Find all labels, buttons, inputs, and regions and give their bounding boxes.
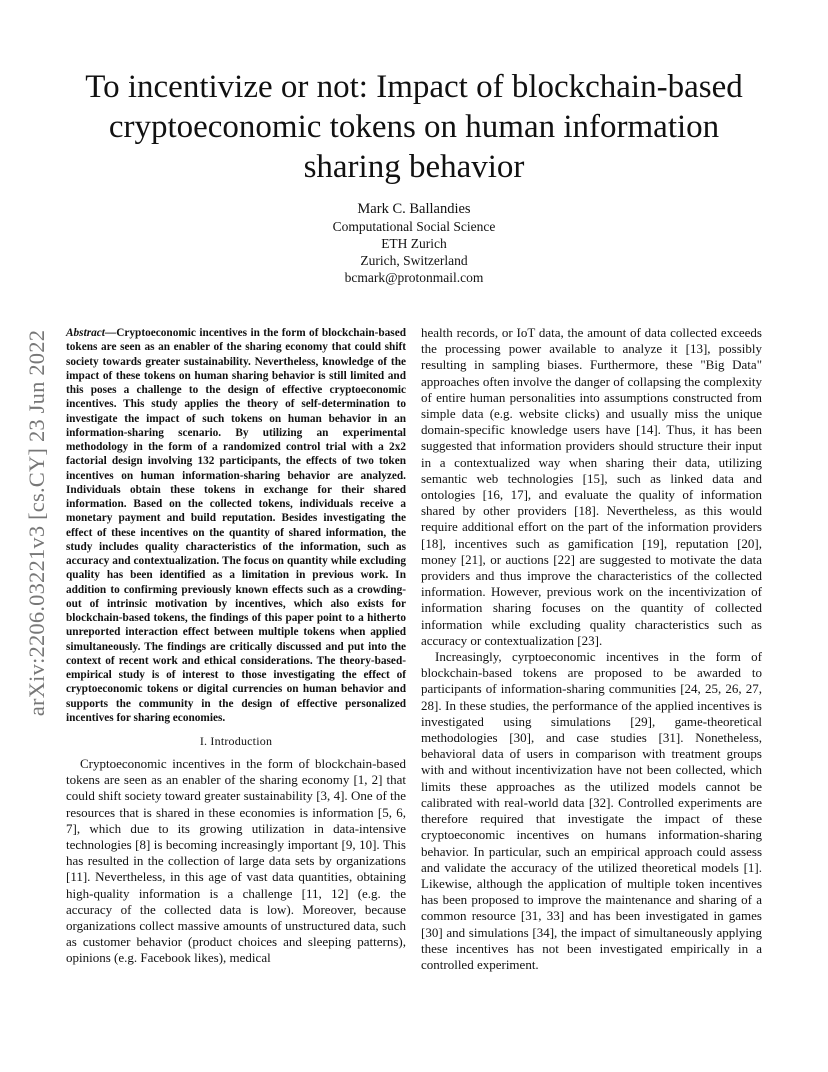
body-paragraph-1: health records, or IoT data, the amount of data collected exceeds the processing power available to analyze it [13], possibly resulting in sampling biases. Furthermore, these "Big Data" approaches often involve the danger of collapsing the complexity of entire human personalities into assumptions constructed from simple data (e.g. website clicks) and usually miss the unique domain-specific knowledge users have [14]. Thus, it has been suggested that information providers should structure their input in a contextualized way when sharing their data, utilizing semantic web technologies [15], such as linked data and ontologies [16, 17], and evaluate the quality of information shared by other providers [18]. Nevertheless, as this would require additional effort on the part of the information providers [18], incentives such as gamification [19], reputation [20], money [21], or auctions [22] are suggested to motivate the data providers and thus improve the characteristics of the collected information. However, previous work on the incentivization of information sharing focuses on the quantity of collected information while excluding quality characteristics such as accuracy or contextualization [23].	[421, 325, 762, 648]
abstract-text: —Cryptoeconomic incentives in the form of blockchain-based tokens are seen as an enabler of the sharing economy that could shift society towards greater sustainability. Nevertheless, knowledge of the impact of these tokens on human sharing behavior is still limited and this poses a challenge to the design of effective cryptoeconomic incentives. This study applies the theory of self-determination to investigate the impact of such tokens on human behavior in an information-sharing scenario. By utilizing an experimental methodology in the form of a randomized control trial with a 2x2 factorial design involving 132 participants, the effects of two token incentives on human information-sharing behavior are analyzed. Individuals obtain these tokens in exchange for their shared information. Based on the collected tokens, individuals receive a monetary payment and build reputation. Besides investigating the effect of these incentives on the quantity of shared information, the study includes quality characteristics of the information, such as accuracy and contextualization. The focus on quantity while excluding quality has been identified as a limitation in previous work. In addition to confirming previously known effects such as a crowding-out of intrinsic motivation by incentives, which also exists for blockchain-based tokens, the findings of this paper point to a hitherto unreported interaction effect between multiple tokens when applied simultaneously. The findings are critically discussed and put into the context of recent work and ethical considerations. The theory-based-empirical study is of interest to those investigating the effect of cryptoeconomic tokens or digital currencies on human behavior and supports the community in the design of effective personalized incentives for sharing economies.	[66, 327, 406, 724]
author-department: Computational Social Science	[332, 219, 496, 234]
arxiv-identifier-text: arXiv:2206.03221v3 [cs.CY] 23 Jun 2022	[24, 329, 49, 717]
author-name: Mark C. Ballandies	[357, 201, 471, 217]
author-location: Zurich, Switzerland	[360, 253, 468, 268]
section-heading-introduction: I. Introduction	[199, 734, 273, 748]
abstract-label: Abstract	[66, 327, 105, 339]
right-column	[421, 325, 762, 973]
arxiv-identifier-stamp	[24, 288, 50, 758]
left-column	[66, 326, 406, 967]
author-email: bcmark@protonmail.com	[344, 270, 484, 285]
author-institution: ETH Zurich	[381, 236, 447, 251]
author-block	[214, 201, 614, 286]
intro-paragraph: Cryptoeconomic incentives in the form of blockchain-based tokens are seen as an enabler of the sharing economy [1, 2] that could shift society toward greater sustainability [3, 4]. One of the resources that is shared in these economies is information [5, 6, 7], which due to its growing utilization in data-intensive technologies [8] is becoming increasingly important [9, 10]. This has resulted in the collection of large data sets by organizations [11]. Nevertheless, in this age of vast data quantities, obtaining high-quality information is a challenge [11, 12] (e.g. the accuracy of the collected data is low). Moreover, because organizations collect massive amounts of unstructured data, such as customer behavior (product choices and sleeping patterns), opinions (e.g. Facebook likes), medical	[66, 756, 406, 966]
paper-title: To incentivize or not: Impact of blockchain-based cryptoeconomic tokens on human information sharing behavior	[85, 69, 743, 185]
body-paragraph-2: Increasingly, cyrptoeconomic incentives in the form of blockchain-based tokens are proposed to be awarded to participants of information-sharing communities [24, 25, 26, 27, 28]. In these studies, the performance of the applied incentives is investigated using simulations [29], game-theoretical methodologies [30], and case studies [31]. Nonetheless, behavioral data of users in comparison with treatment groups with and without incentivization have not been collected, which limits these approaches as the utilized models cannot be calibrated with real-world data [32]. Controlled experiments are therefore required that investigate the impact of these cryptoeconomic incentives on humans information-sharing behavior. In particular, such an empirical approach could assess and validate the accuracy of the utilized theoretical models [1]. Likewise, although the application of multiple token incentives has been proposed to improve the maintenance and sharing of a common resource [31, 33] and has been investigated in games [30] and simulations [34], the impact of simultaneously applying these incentives has not been investigated empirically in a controlled experiment.	[421, 649, 762, 972]
abstract	[66, 326, 406, 725]
